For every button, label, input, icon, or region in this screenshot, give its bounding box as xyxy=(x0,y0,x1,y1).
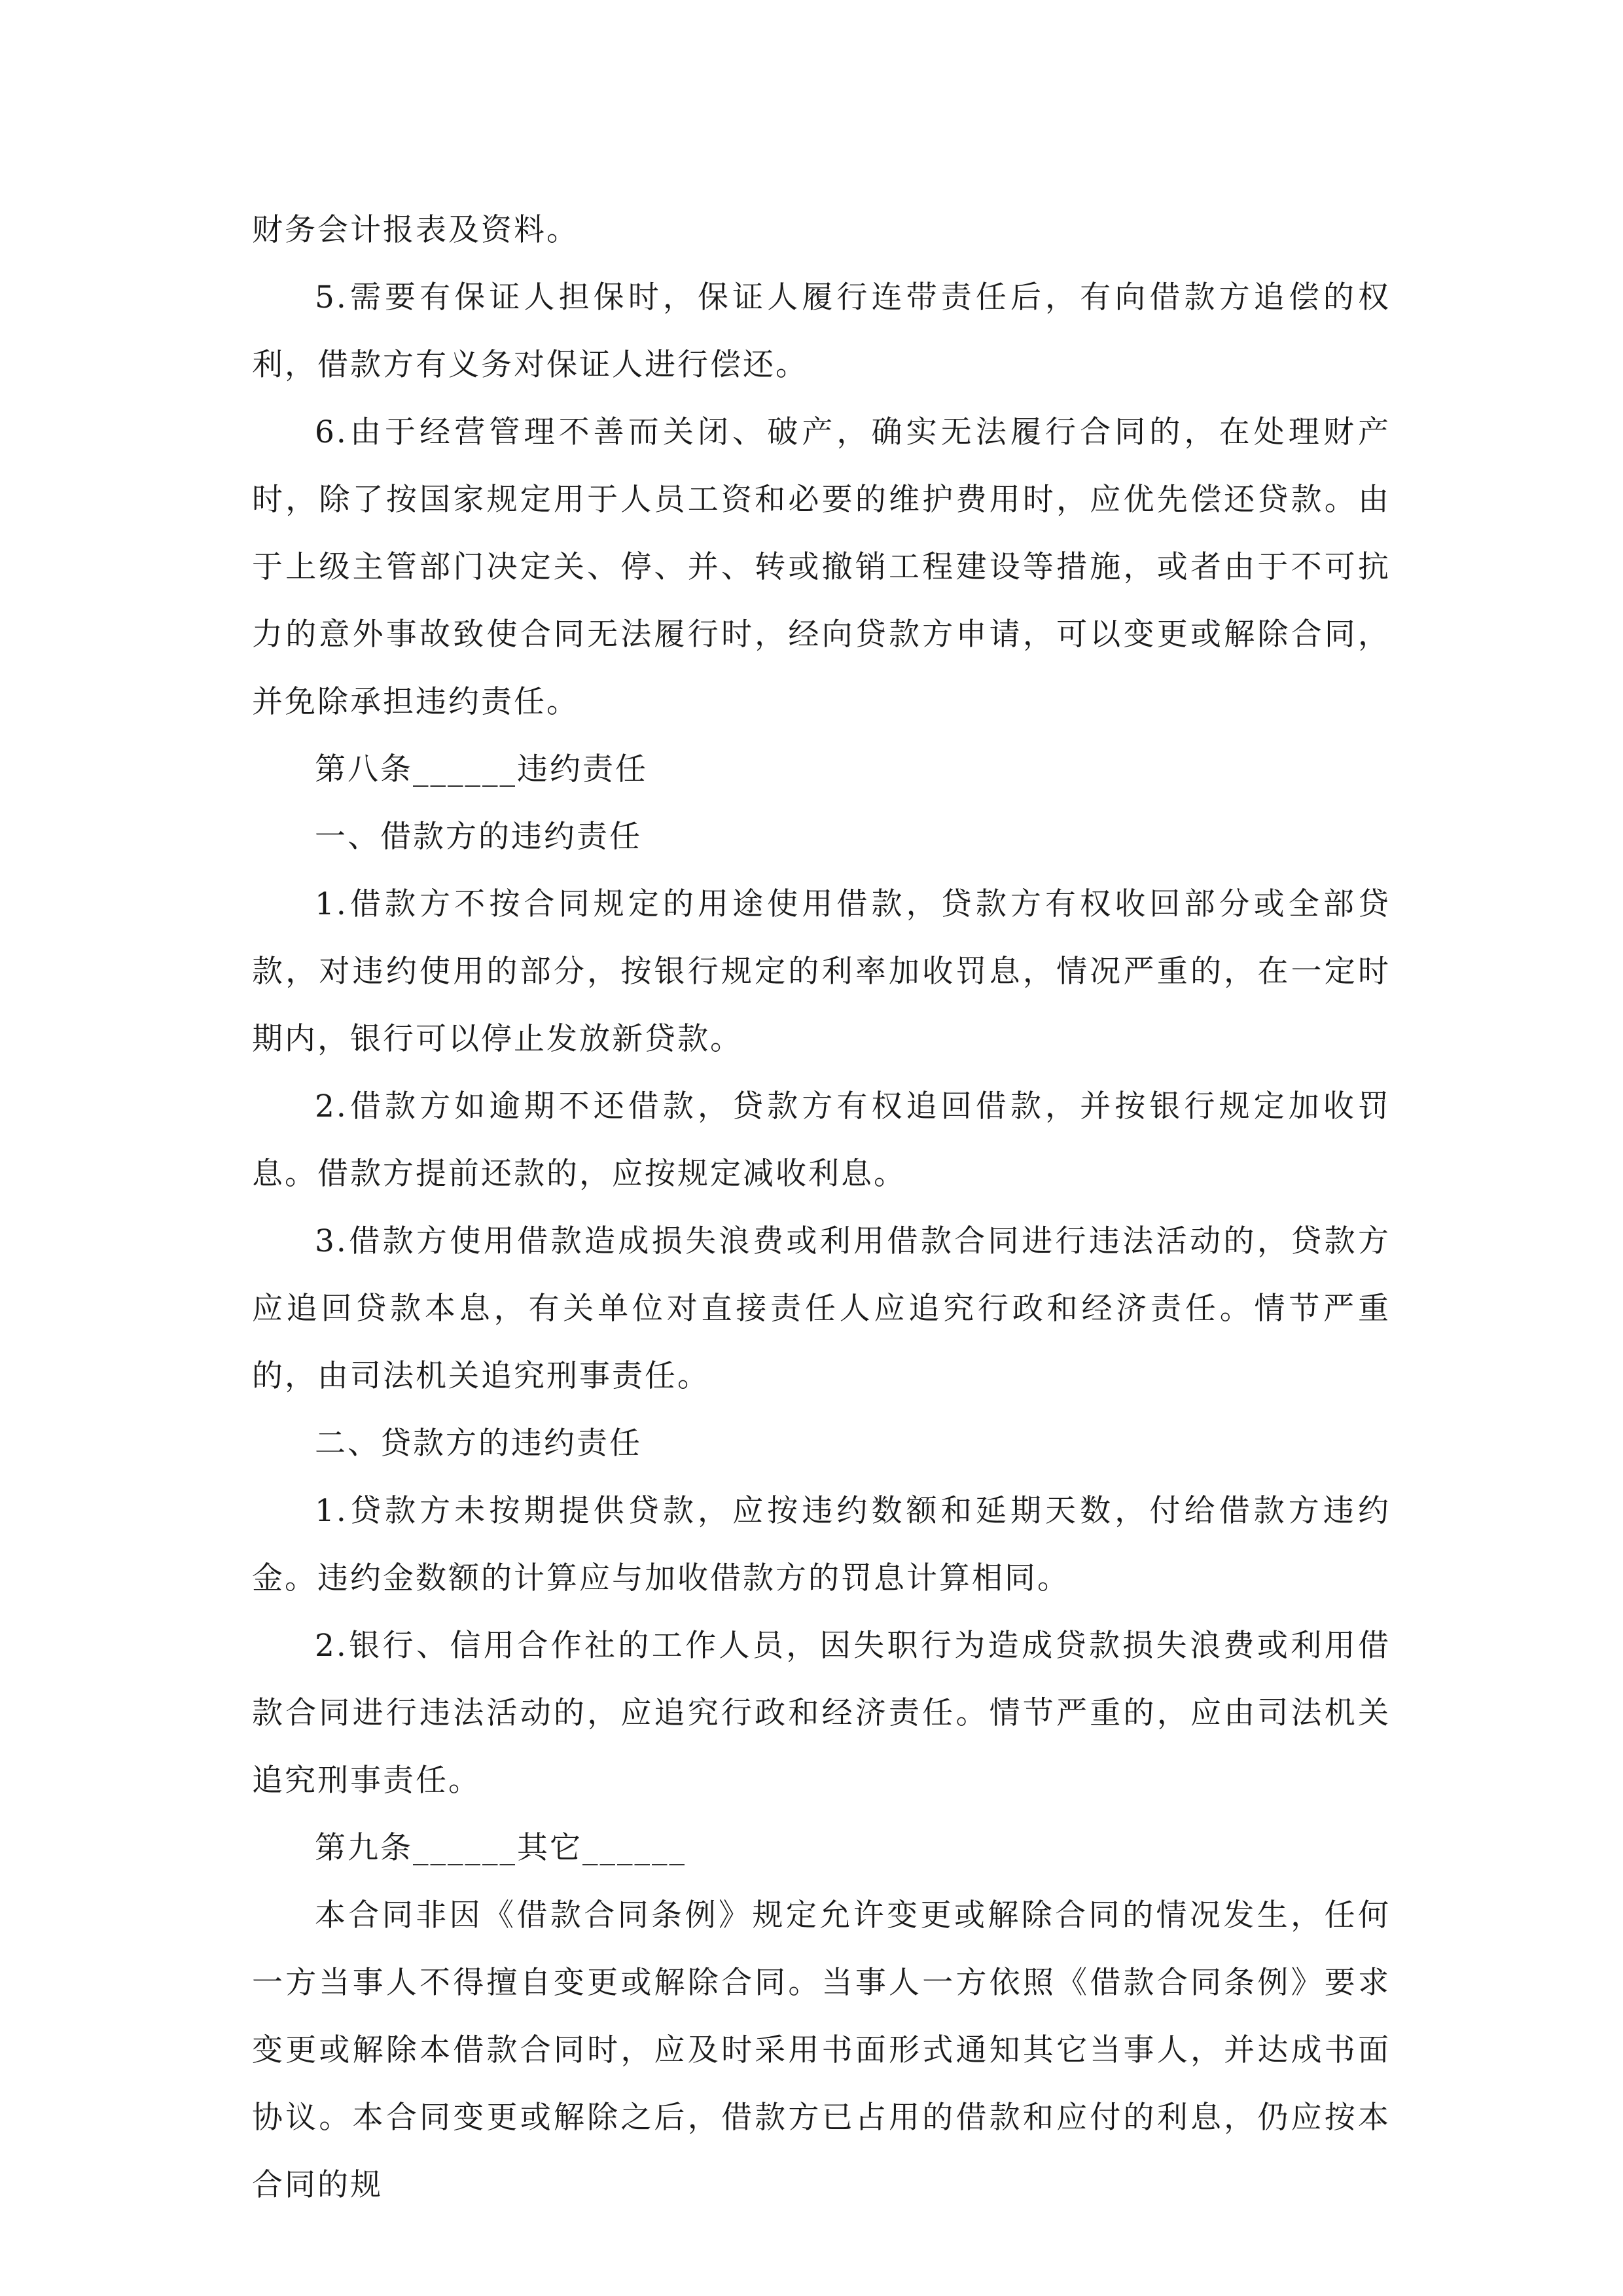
paragraph-continuation: 财务会计报表及资料。 xyxy=(252,212,579,248)
document-body xyxy=(252,196,1391,2219)
paragraph-article-9-body: 本合同非因《借款合同条例》规定允许变更或解除合同的情况发生，任何一方当事人不得擅自变更或解除合同。当事人一方依照《借款合同条例》要求变更或解除本借款合同时，应及时采用书面形式通知其它当事人，并达成书面协议。本合同变更或解除之后，借款方已占用的借款和应付的利息，仍应按本合同的规 xyxy=(252,1897,1391,2203)
paragraph-borrower-1: 1.借款方不按合同规定的用途使用借款，贷款方有权收回部分或全部贷款，对违约使用的部分，按银行规定的利率加收罚息，情况严重的，在一定时期内，银行可以停止发放新贷款。 xyxy=(252,886,1391,1057)
paragraph-clause-6: 6.由于经营管理不善而关闭、破产，确实无法履行合同的，在处理财产时，除了按国家规定用于人员工资和必要的维护费用时，应优先偿还贷款。由于上级主管部门决定关、停、并、转或撤销工程建设等措施，或者由于不可抗力的意外事故致使合同无法履行时，经向贷款方申请，可以变更或解除合同，并免除承担违约责任。 xyxy=(252,414,1391,720)
paragraph-lender-1: 1.贷款方未按期提供贷款，应按违约数额和延期天数，付给借款方违约金。违约金数额的计算应与加收借款方的罚息计算相同。 xyxy=(252,1493,1391,1596)
section-borrower-liability: 一、借款方的违约责任 xyxy=(315,819,642,855)
paragraph-lender-2: 2.银行、信用合作社的工作人员，因失职行为造成贷款损失浪费或利用借款合同进行违法活动的，应追究行政和经济责任。情节严重的，应由司法机关追究刑事责任。 xyxy=(252,1628,1391,1799)
article-9-heading: 第九条______其它______ xyxy=(315,1830,687,1866)
paragraph-borrower-2: 2.借款方如逾期不还借款，贷款方有权追回借款，并按银行规定加收罚息。借款方提前还款的，应按规定减收利息。 xyxy=(252,1088,1391,1192)
paragraph-clause-5: 5.需要有保证人担保时，保证人履行连带责任后，有向借款方追偿的权利，借款方有义务对保证人进行偿还。 xyxy=(252,279,1391,383)
paragraph-borrower-3: 3.借款方使用借款造成损失浪费或利用借款合同进行违法活动的，贷款方应追回贷款本息，有关单位对直接责任人应追究行政和经济责任。情节严重的，由司法机关追究刑事责任。 xyxy=(252,1223,1391,1394)
section-lender-liability: 二、贷款方的违约责任 xyxy=(315,1426,642,1462)
article-8-heading: 第八条______违约责任 xyxy=(315,751,648,787)
